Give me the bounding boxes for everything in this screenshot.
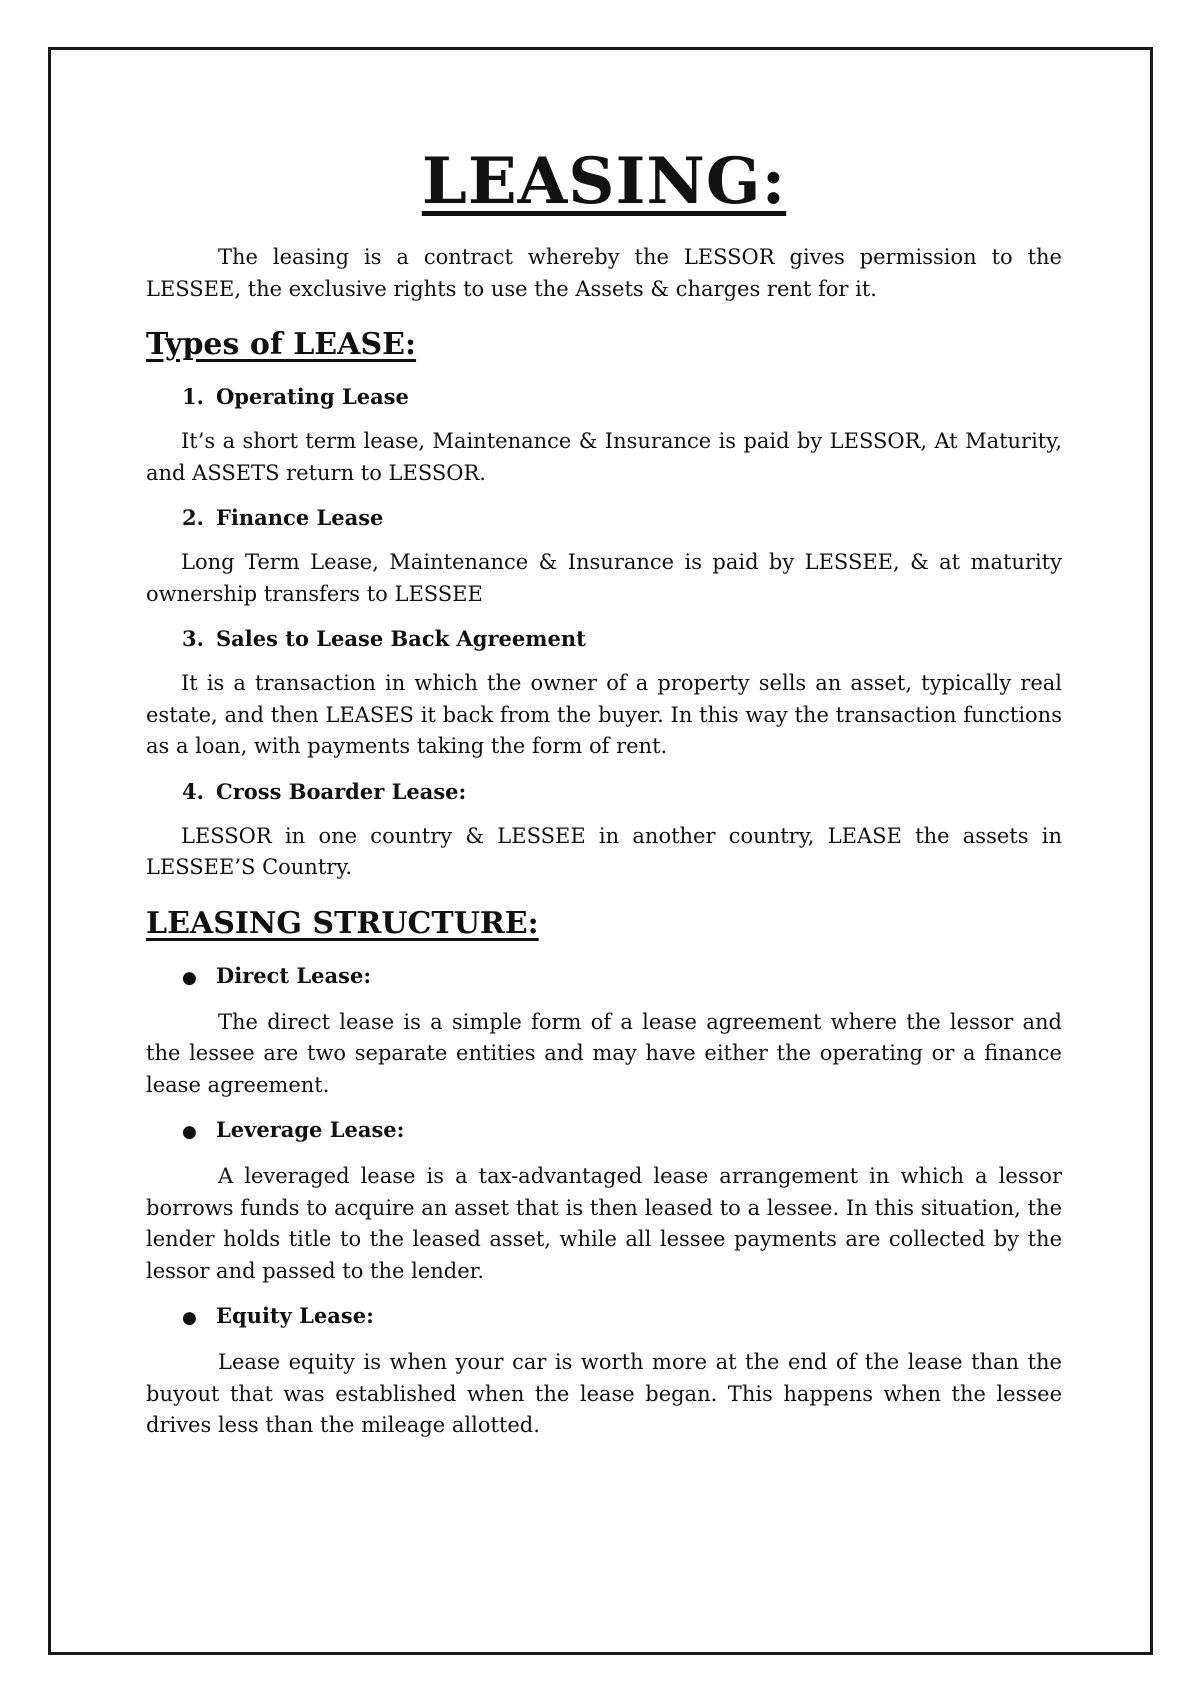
structure-name: Direct Lease: <box>216 962 372 988</box>
type-description-operating: It’s a short term lease, Maintenance & Insurance is paid by LESSOR, At Maturity, and ASSETS return to LESSOR. <box>146 429 1062 485</box>
bullet-icon: ● <box>182 1308 197 1328</box>
list-number: 1. <box>182 384 204 409</box>
document-body <box>146 144 1062 1442</box>
list-number: 2. <box>182 505 204 530</box>
type-name: Cross Boarder Lease: <box>216 778 467 804</box>
type-item-heading-finance <box>182 504 1062 532</box>
types-of-lease-heading: Types of LEASE: <box>146 327 417 362</box>
list-number: 3. <box>182 626 204 651</box>
structure-item-heading-equity <box>182 1302 1062 1332</box>
type-name: Operating Lease <box>216 384 409 409</box>
bullet-icon: ● <box>182 1122 197 1142</box>
structure-item-heading-direct <box>182 962 1062 992</box>
structure-description-leverage: A leveraged lease is a tax-advantaged lease arrangement in which a lessor borrows funds to acquire an asset that is then leased to a lessee. In this situation, the lender holds title to the leased asset, while all lessee payments are collected by the lessor and passed to the lender. <box>146 1164 1062 1283</box>
intro-paragraph: The leasing is a contract whereby the LESSOR gives permission to the LESSEE, the exclusive rights to use the Assets & charges rent for it. <box>146 245 1062 301</box>
type-name: Sales to Lease Back Agreement <box>216 626 586 651</box>
list-number: 4. <box>182 778 204 804</box>
bullet-icon: ● <box>182 967 197 988</box>
structure-description-equity: Lease equity is when your car is worth more at the end of the lease than the buyout that was established when the lease began. This happens when the lessee drives less than the mileage allotted. <box>146 1350 1062 1437</box>
type-item-heading-cross-border <box>182 778 1062 806</box>
leasing-structure-heading: LEASING STRUCTURE: <box>146 905 539 941</box>
type-item-heading-sale-leaseback <box>182 625 1062 653</box>
structure-name: Leverage Lease: <box>216 1117 405 1142</box>
type-description-sale-leaseback: It is a transaction in which the owner of a property sells an asset, typically real estate, and then LEASES it back from the buyer. In this way the transaction functions as a loan, with payments taking the form of rent. <box>146 671 1062 758</box>
type-name: Finance Lease <box>216 505 384 530</box>
type-description-finance: Long Term Lease, Maintenance & Insurance is paid by LESSEE, & at maturity ownership transfers to LESSEE <box>146 550 1062 606</box>
type-item-heading-operating <box>182 383 1062 411</box>
structure-item-heading-leverage <box>182 1116 1062 1146</box>
structure-name: Equity Lease: <box>216 1303 374 1328</box>
structure-description-direct: The direct lease is a simple form of a lease agreement where the lessor and the lessee are two separate entities and may have either the operating or a finance lease agreement. <box>146 1009 1062 1097</box>
type-description-cross-border: LESSOR in one country & LESSEE in another country, LEASE the assets in LESSEE’S Country. <box>146 823 1062 879</box>
document-title: LEASING: <box>421 144 787 219</box>
